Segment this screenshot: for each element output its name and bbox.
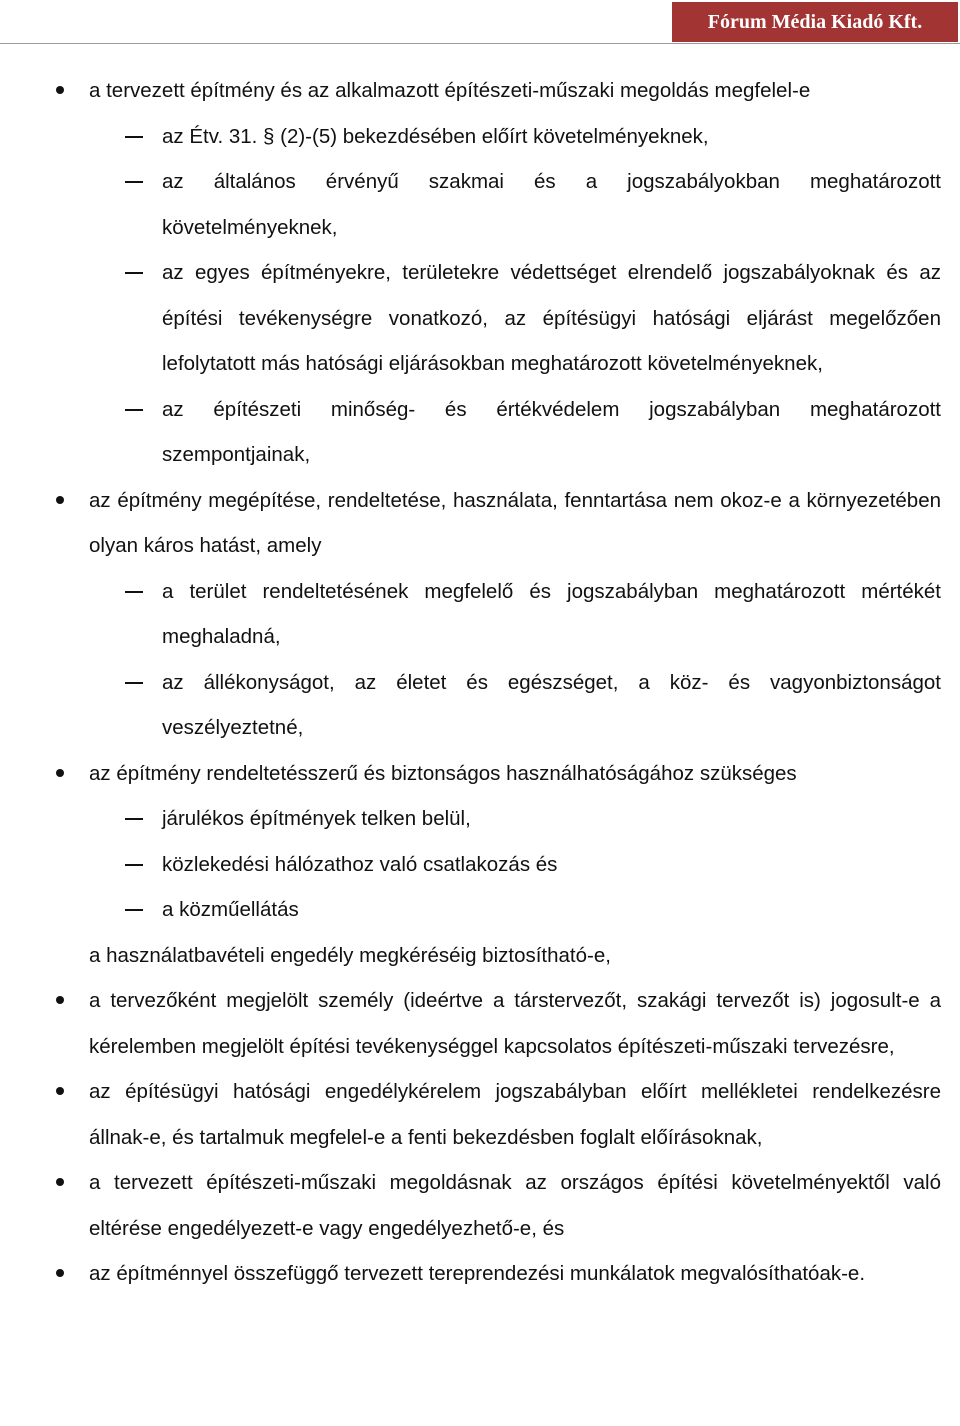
list-item-text: az építészeti minőség- és értékvédelem jogszabályban meghatározott szempontjainak,	[162, 397, 941, 466]
list-item-text: az egyes építményekre, területekre védettséget elrendelő jogszabályoknak és az építési tevékenységre vonatkozó, az építésügyi hatósági eljárást megelőzően lefolytatott más hatósági eljárásokban meghatározott követelményeknek,	[162, 261, 941, 375]
list-item	[89, 1160, 941, 1251]
list-item-text: közlekedési hálózathoz való csatlakozás és	[162, 852, 558, 876]
dash-icon	[125, 409, 143, 411]
bullet-icon	[56, 1178, 64, 1186]
list-item	[89, 478, 941, 569]
list-item	[89, 1069, 941, 1160]
publisher-badge: Fórum Média Kiadó Kft.	[672, 2, 958, 42]
bullet-icon	[56, 769, 64, 777]
sub-list-item	[162, 660, 941, 751]
bullet-icon	[56, 1269, 64, 1277]
list-item-text: a használatbavételi engedély megkéréséig biztosítható-e,	[89, 943, 611, 967]
list-item-text: az építmény megépítése, rendeltetése, használata, fenntartása nem okoz-e a környezetében olyan káros hatást, amely	[89, 488, 941, 557]
list-item	[89, 751, 941, 797]
dash-icon	[125, 591, 143, 593]
sub-list-item	[162, 569, 941, 660]
header-divider	[0, 43, 960, 44]
dash-icon	[125, 181, 143, 183]
bullet-icon	[56, 1087, 64, 1095]
list-item	[89, 68, 941, 114]
dash-icon	[125, 682, 143, 684]
dash-icon	[125, 272, 143, 274]
sub-list-item	[162, 842, 941, 888]
list-item-text: az állékonyságot, az életet és egészséget, a köz- és vagyonbiztonságot veszélyeztetné,	[162, 670, 941, 739]
list-item-text: járulékos építmények telken belül,	[162, 807, 471, 830]
dash-icon	[125, 136, 143, 138]
dash-icon	[125, 909, 143, 911]
bullet-icon	[56, 996, 64, 1004]
list-item	[89, 978, 941, 1069]
list-item-text: a tervezett építmény és az alkalmazott építészeti-műszaki megoldás megfelel-e	[89, 79, 811, 102]
list-item	[89, 1251, 941, 1297]
dash-icon	[125, 818, 143, 820]
bullet-icon	[56, 86, 64, 94]
list-item-text: a tervezett építészeti-műszaki megoldásnak az országos építési követelményektől való eltérése engedélyezett-e vagy engedélyezhető-e, és	[89, 1171, 941, 1240]
sub-list-item	[162, 250, 941, 387]
list-item	[89, 933, 941, 979]
list-item-text: az általános érvényű szakmai és a jogszabályokban meghatározott követelményeknek,	[162, 170, 941, 239]
list-item-text: az építésügyi hatósági engedélykérelem jogszabályban előírt mellékletei rendelkezésre állnak-e, és tartalmuk megfelel-e a fenti bekezdésben foglalt előírásoknak,	[89, 1080, 941, 1149]
list-item-text: az építménnyel összefüggő tervezett tereprendezési munkálatok megvalósíthatóak-e.	[89, 1262, 866, 1285]
document-body	[0, 68, 960, 1297]
list-item-text: a tervezőként megjelölt személy (ideértve a társtervezőt, szakági tervezőt is) jogosult-e a kérelemben megjelölt építési tevékenységgel kapcsolatos építészeti-műszaki tervezésre,	[89, 989, 941, 1058]
bullet-icon	[56, 496, 64, 504]
dash-icon	[125, 864, 143, 866]
sub-list-item	[162, 887, 941, 933]
list-item-text: az Étv. 31. § (2)-(5) bekezdésében előírt követelményeknek,	[162, 124, 709, 148]
list-item-text: a közműellátás	[162, 898, 299, 921]
sub-list-item	[162, 796, 941, 842]
sub-list-item	[162, 114, 941, 160]
sub-list-item	[162, 387, 941, 478]
list-item-text: a terület rendeltetésének megfelelő és jogszabályban meghatározott mértékét meghaladná,	[162, 579, 941, 648]
sub-list-item	[162, 159, 941, 250]
list-item-text: az építmény rendeltetésszerű és biztonságos használhatóságához szükséges	[89, 761, 797, 785]
